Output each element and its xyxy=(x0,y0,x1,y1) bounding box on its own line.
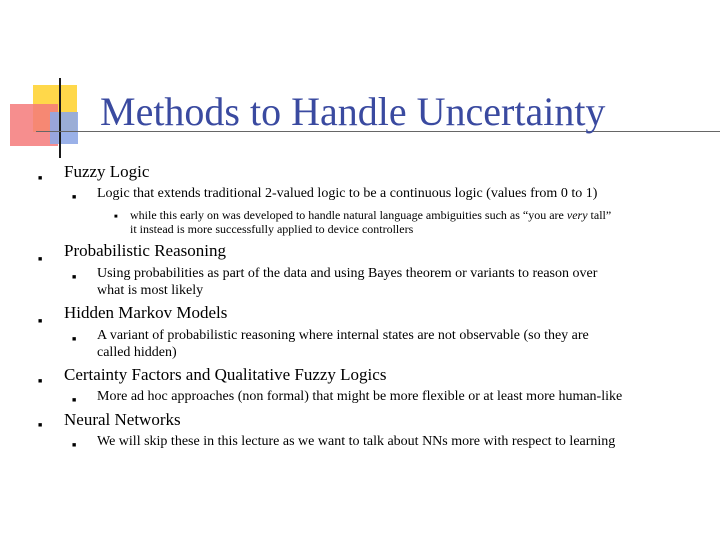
item-neural-networks: Neural Networks xyxy=(64,410,181,429)
bullet-icon: ■ xyxy=(72,273,77,281)
item-hidden-markov-models: Hidden Markov Models xyxy=(64,303,228,322)
sub-item-certainty-factors-1: More ad hoc approaches (non formal) that might be more flexible or at least more human-like xyxy=(97,389,623,404)
sub-item-fuzzy-logic-1: Logic that extends traditional 2-valued logic to be a continuous logic (values from 0 to 1) xyxy=(97,186,598,201)
bullet-icon: ■ xyxy=(72,193,77,201)
text-segment: tall” xyxy=(587,208,612,222)
text-line: called hidden) xyxy=(97,345,177,360)
bullet-icon: ■ xyxy=(38,377,43,385)
bullet-icon: ■ xyxy=(72,441,77,449)
decor-vertical-line xyxy=(59,78,61,158)
text-line: Using probabilities as part of the data and using Bayes theorem or variants to reason over xyxy=(97,266,598,281)
slide-title: Methods to Handle Uncertainty xyxy=(100,89,606,134)
text-line: A variant of probabilistic reasoning where internal states are not observable (so they are xyxy=(97,328,589,343)
sub-item-neural-networks-1: We will skip these in this lecture as we want to talk about NNs more with respect to learning xyxy=(97,434,616,449)
item-certainty-factors: Certainty Factors and Qualitative Fuzzy Logics xyxy=(64,365,387,384)
text-line: what is most likely xyxy=(97,283,204,298)
bullet-icon: ■ xyxy=(72,396,77,404)
emphasis-text: very xyxy=(566,208,588,222)
text-segment: it instead is more successfully applied to device controllers xyxy=(130,222,414,236)
bullet-icon: ■ xyxy=(114,214,118,220)
item-probabilistic-reasoning: Probabilistic Reasoning xyxy=(64,241,226,260)
decor-blue-square xyxy=(50,112,78,144)
bullet-icon: ■ xyxy=(38,317,43,325)
bullet-icon: ■ xyxy=(38,255,43,263)
bullet-icon: ■ xyxy=(72,335,77,343)
item-fuzzy-logic: Fuzzy Logic xyxy=(64,162,150,181)
sub-sub-item-fuzzy-logic-1 xyxy=(130,208,611,236)
sub-item-probabilistic-reasoning-1 xyxy=(97,265,597,299)
text-segment: while this early on was developed to handle natural language ambiguities such as “you are xyxy=(130,208,567,222)
sub-item-hidden-markov-models-1 xyxy=(97,327,589,361)
bullet-icon: ■ xyxy=(38,421,43,429)
bullet-icon: ■ xyxy=(38,174,43,182)
